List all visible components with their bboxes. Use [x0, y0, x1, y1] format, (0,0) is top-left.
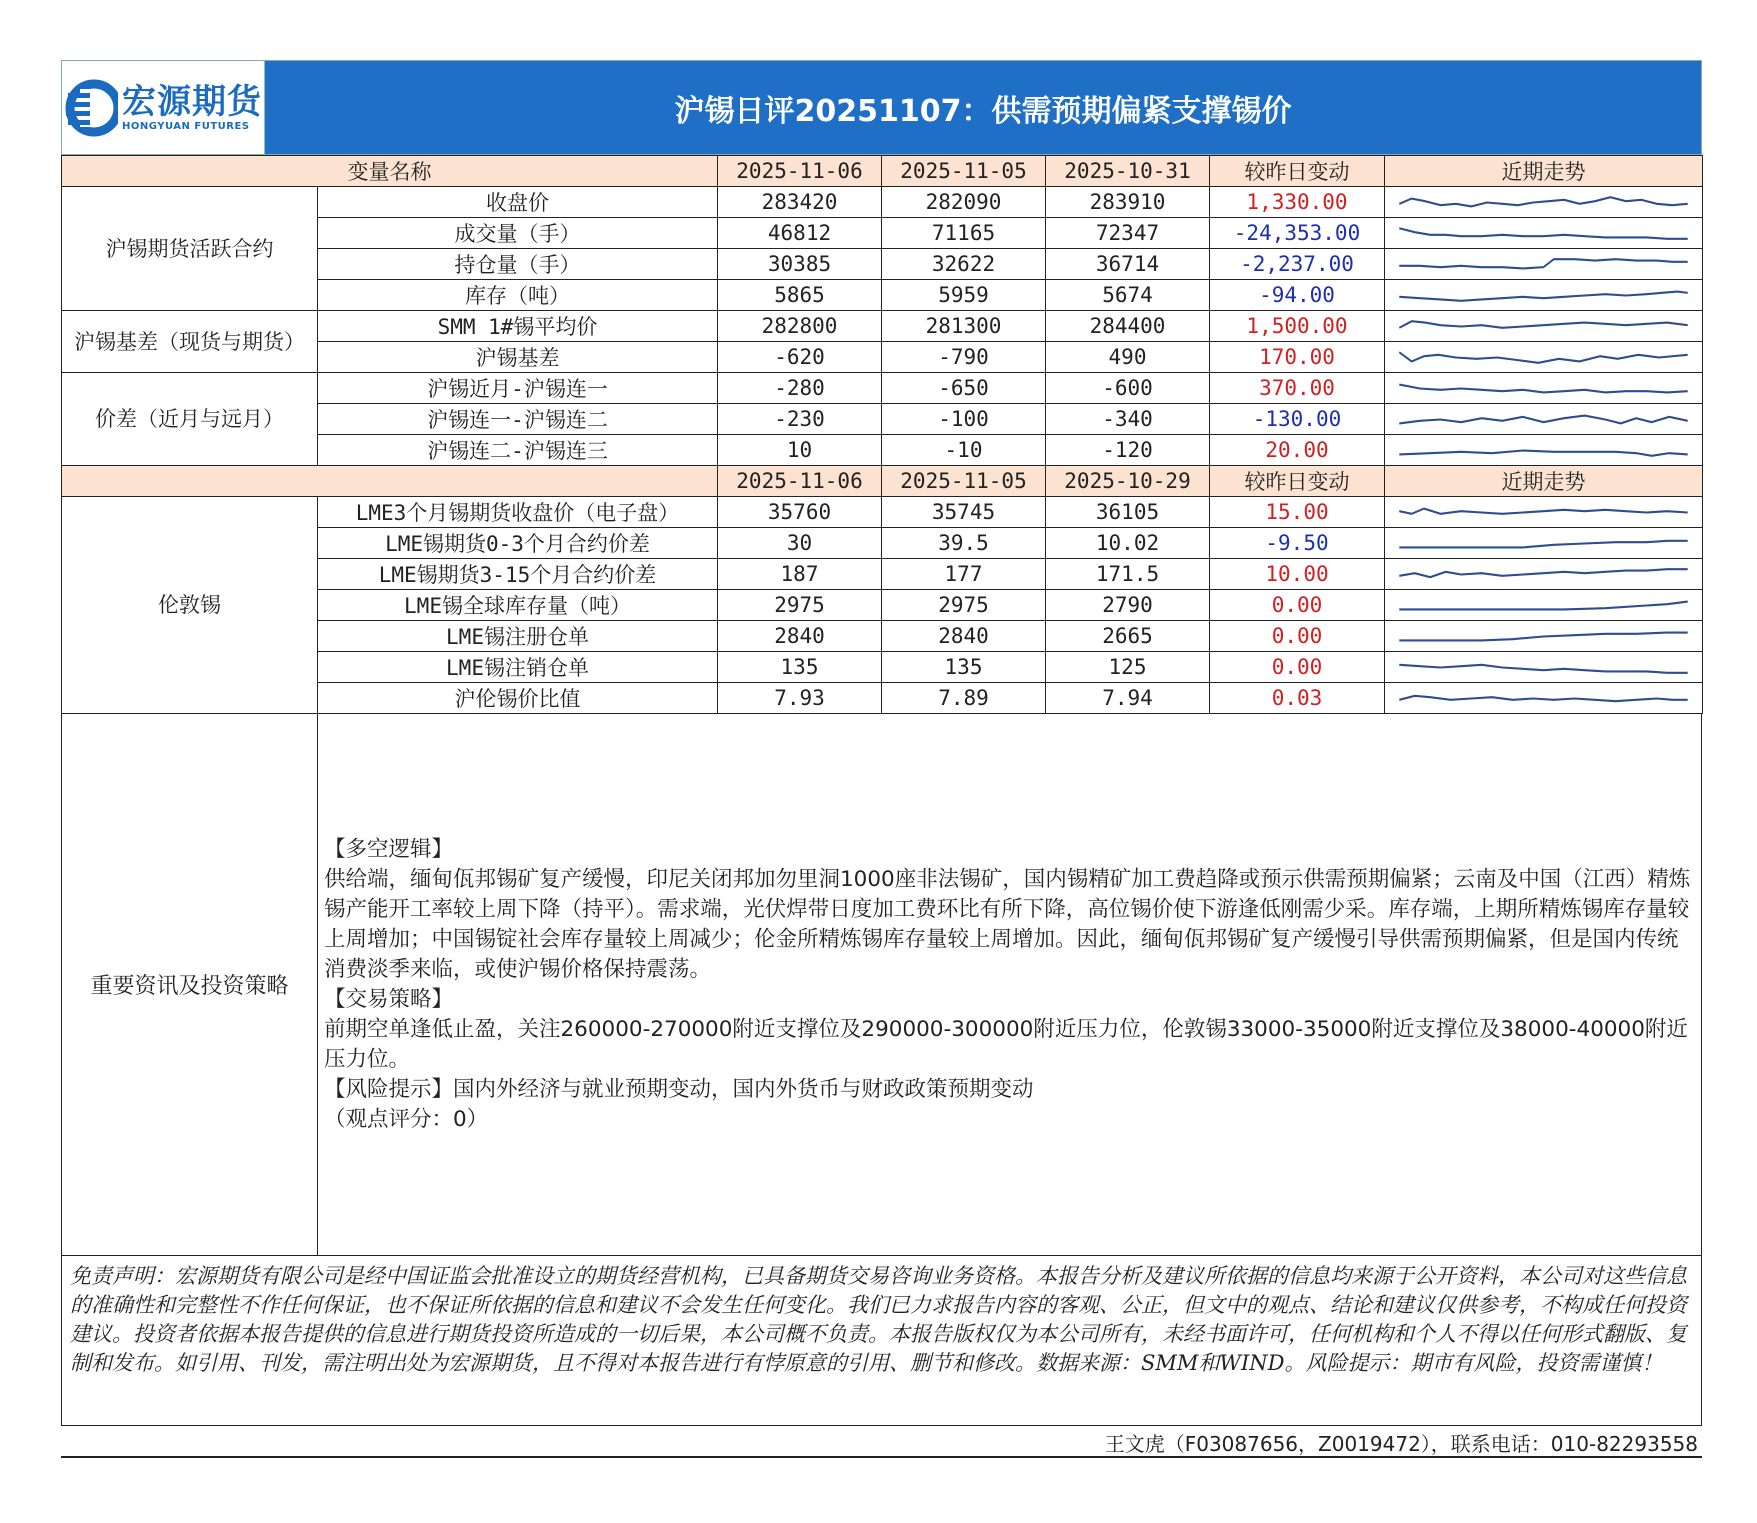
report-header: [61, 60, 1702, 155]
trend-sparkline: [1385, 342, 1703, 373]
value-date-3: 125: [1046, 652, 1210, 683]
sparkline-icon: [1389, 591, 1698, 620]
daily-change: 20.00: [1210, 435, 1385, 466]
daily-change: 170.00: [1210, 342, 1385, 373]
variable-name: 沪锡近月-沪锡连一: [318, 373, 718, 404]
variable-name: 持仓量（手）: [318, 249, 718, 280]
trend-sparkline: [1385, 187, 1703, 218]
sparkline-icon: [1389, 498, 1698, 527]
value-date-2: 32622: [882, 249, 1046, 280]
report-title: 沪锡日评20251107：供需预期偏紧支撑锡价: [265, 61, 1701, 154]
value-date-3: -340: [1046, 404, 1210, 435]
variable-name: LME锡期货0-3个月合约价差: [318, 528, 718, 559]
trend-sparkline: [1385, 497, 1703, 528]
value-date-3: 490: [1046, 342, 1210, 373]
variable-name: 沪伦锡价比值: [318, 683, 718, 714]
value-date-1: 283420: [718, 187, 882, 218]
daily-change: -9.50: [1210, 528, 1385, 559]
header-date-2: 2025-11-05: [882, 466, 1046, 497]
data-table: [61, 155, 1703, 714]
variable-name: LME锡期货3-15个月合约价差: [318, 559, 718, 590]
variable-name: LME3个月锡期货收盘价（电子盘）: [318, 497, 718, 528]
company-logo: [62, 61, 265, 154]
daily-change: 370.00: [1210, 373, 1385, 404]
value-date-1: -280: [718, 373, 882, 404]
value-date-2: 35745: [882, 497, 1046, 528]
value-date-1: 35760: [718, 497, 882, 528]
sparkline-icon: [1389, 684, 1698, 713]
value-date-1: -230: [718, 404, 882, 435]
value-date-2: 135: [882, 652, 1046, 683]
header-date-1: 2025-11-06: [718, 466, 882, 497]
value-date-1: 30385: [718, 249, 882, 280]
value-date-1: 10: [718, 435, 882, 466]
header-trend: 近期走势: [1385, 466, 1703, 497]
sparkline-icon: [1389, 188, 1698, 217]
logo-english-name: HONGYUAN FUTURES: [122, 121, 250, 132]
trend-sparkline: [1385, 373, 1703, 404]
value-date-2: 2840: [882, 621, 1046, 652]
value-date-1: 30: [718, 528, 882, 559]
value-date-2: 71165: [882, 218, 1046, 249]
header-date-2: 2025-11-05: [882, 156, 1046, 187]
table-row: [62, 373, 1703, 404]
variable-name: 沪锡连一-沪锡连二: [318, 404, 718, 435]
section2-header-row: [62, 466, 1703, 497]
trend-sparkline: [1385, 280, 1703, 311]
variable-name: 收盘价: [318, 187, 718, 218]
header-trend: 近期走势: [1385, 156, 1703, 187]
section1-header-row: [62, 156, 1703, 187]
value-date-1: 2840: [718, 621, 882, 652]
table-row: [62, 311, 1703, 342]
daily-change: 0.03: [1210, 683, 1385, 714]
value-date-3: 5674: [1046, 280, 1210, 311]
value-date-2: -10: [882, 435, 1046, 466]
trend-sparkline: [1385, 218, 1703, 249]
daily-change: -94.00: [1210, 280, 1385, 311]
value-date-2: 282090: [882, 187, 1046, 218]
value-date-2: 281300: [882, 311, 1046, 342]
value-date-3: 36105: [1046, 497, 1210, 528]
trend-sparkline: [1385, 249, 1703, 280]
value-date-2: 7.89: [882, 683, 1046, 714]
category-label: 沪锡基差（现货与期货）: [62, 311, 318, 373]
value-date-3: 7.94: [1046, 683, 1210, 714]
analysis-paragraph: 【交易策略】: [324, 986, 454, 1012]
header-variable-name: [62, 466, 718, 497]
trend-sparkline: [1385, 621, 1703, 652]
variable-name: LME锡注销仓单: [318, 652, 718, 683]
analysis-section: [61, 714, 1702, 1256]
header-date-1: 2025-11-06: [718, 156, 882, 187]
variable-name: 沪锡连二-沪锡连三: [318, 435, 718, 466]
header-change: 较昨日变动: [1210, 156, 1385, 187]
daily-change: 1,330.00: [1210, 187, 1385, 218]
value-date-3: 284400: [1046, 311, 1210, 342]
value-date-1: -620: [718, 342, 882, 373]
daily-change: -24,353.00: [1210, 218, 1385, 249]
value-date-1: 187: [718, 559, 882, 590]
sparkline-icon: [1389, 281, 1698, 310]
trend-sparkline: [1385, 590, 1703, 621]
daily-change: 15.00: [1210, 497, 1385, 528]
report-sheet: [61, 60, 1702, 1458]
table-row: [62, 497, 1703, 528]
header-date-3: 2025-10-29: [1046, 466, 1210, 497]
trend-sparkline: [1385, 559, 1703, 590]
sparkline-icon: [1389, 374, 1698, 403]
category-label: 沪锡期货活跃合约: [62, 187, 318, 311]
analysis-paragraph: 【多空逻辑】: [324, 836, 454, 862]
hongyuan-logo-icon: [64, 69, 118, 147]
value-date-3: 72347: [1046, 218, 1210, 249]
variable-name: 库存（吨）: [318, 280, 718, 311]
analysis-label: 重要资讯及投资策略: [62, 714, 318, 1255]
variable-name: LME锡全球库存量（吨）: [318, 590, 718, 621]
header-variable-name: 变量名称: [62, 156, 718, 187]
sparkline-icon: [1389, 436, 1698, 465]
trend-sparkline: [1385, 404, 1703, 435]
sparkline-icon: [1389, 405, 1698, 434]
value-date-2: -790: [882, 342, 1046, 373]
sparkline-icon: [1389, 529, 1698, 558]
analyst-contact: 王文虎（F03087656，Z0019472），联系电话：010-82293558: [61, 1426, 1702, 1458]
value-date-3: 2790: [1046, 590, 1210, 621]
sparkline-icon: [1389, 560, 1698, 589]
sparkline-icon: [1389, 312, 1698, 341]
daily-change: 0.00: [1210, 652, 1385, 683]
value-date-2: 2975: [882, 590, 1046, 621]
header-change: 较昨日变动: [1210, 466, 1385, 497]
category-label: 价差（近月与远月）: [62, 373, 318, 466]
trend-sparkline: [1385, 683, 1703, 714]
value-date-1: 46812: [718, 218, 882, 249]
trend-sparkline: [1385, 435, 1703, 466]
sparkline-icon: [1389, 653, 1698, 682]
daily-change: 0.00: [1210, 621, 1385, 652]
daily-change: 0.00: [1210, 590, 1385, 621]
value-date-2: -650: [882, 373, 1046, 404]
value-date-1: 7.93: [718, 683, 882, 714]
daily-change: -2,237.00: [1210, 249, 1385, 280]
variable-name: 成交量（手）: [318, 218, 718, 249]
value-date-2: -100: [882, 404, 1046, 435]
value-date-3: 2665: [1046, 621, 1210, 652]
value-date-3: 10.02: [1046, 528, 1210, 559]
analysis-paragraph: （观点评分：0）: [324, 1106, 489, 1132]
analysis-paragraph: 前期空单逢低止盈，关注260000-270000附近支撑位及290000-300000附近压力位，伦敦锡33000-35000附近支撑位及38000-40000附近压力位。: [324, 1016, 1688, 1072]
sparkline-icon: [1389, 250, 1698, 279]
analysis-paragraph: 【风险提示】国内外经济与就业预期变动，国内外货币与财政政策预期变动: [324, 1076, 1034, 1102]
sparkline-icon: [1389, 219, 1698, 248]
value-date-2: 39.5: [882, 528, 1046, 559]
value-date-1: 282800: [718, 311, 882, 342]
variable-name: LME锡注册仓单: [318, 621, 718, 652]
value-date-1: 135: [718, 652, 882, 683]
table-row: [62, 187, 1703, 218]
value-date-2: 177: [882, 559, 1046, 590]
disclaimer: 免责声明：宏源期货有限公司是经中国证监会批准设立的期货经营机构，已具备期货交易咨询业务资格。本报告分析及建议所依据的信息均来源于公开资料，本公司对这些信息的准确性和完整性不作任何保证，也不保证所依据的信息和建议不会发生任何变化。我们已力求报告内容的客观、公正，但文中的观点、结论和建议仅供参考，不构成任何投资建议。投资者依据本报告提供的信息进行期货投资所造成的一切后果，本公司概不负责。本报告版权仅为本公司所有，未经书面许可，任何机构和个人不得以任何形式翻版、复制和发布。如引用、刊发，需注明出处为宏源期货，且不得对本报告进行有悖原意的引用、删节和修改。数据来源：SMM和WIND。风险提示：期市有风险，投资需谨慎！: [61, 1256, 1702, 1426]
analysis-paragraph: 供给端，缅甸佤邦锡矿复产缓慢，印尼关闭邦加勿里洞1000座非法锡矿，国内锡精矿加工费趋降或预示供需预期偏紧；云南及中国（江西）精炼锡产能开工率较上周下降（持平）。需求端，光伏焊带日度加工费环比有所下降，高位锡价使下游逢低刚需少采。库存端，上期所精炼锡库存量较上周增加；中国锡锭社会库存量较上周减少；伦金所精炼锡库存量较上周增加。因此，缅甸佤邦锡矿复产缓慢引导供需预期偏紧，但是国内传统消费淡季来临，或使沪锡价格保持震荡。: [324, 866, 1691, 982]
sparkline-icon: [1389, 343, 1698, 372]
analysis-body: [318, 714, 1701, 1255]
value-date-3: 171.5: [1046, 559, 1210, 590]
trend-sparkline: [1385, 311, 1703, 342]
daily-change: 10.00: [1210, 559, 1385, 590]
daily-change: 1,500.00: [1210, 311, 1385, 342]
trend-sparkline: [1385, 528, 1703, 559]
sparkline-icon: [1389, 622, 1698, 651]
value-date-3: -600: [1046, 373, 1210, 404]
value-date-3: -120: [1046, 435, 1210, 466]
daily-change: -130.00: [1210, 404, 1385, 435]
category-label: 伦敦锡: [62, 497, 318, 714]
variable-name: 沪锡基差: [318, 342, 718, 373]
value-date-2: 5959: [882, 280, 1046, 311]
value-date-3: 283910: [1046, 187, 1210, 218]
variable-name: SMM 1#锡平均价: [318, 311, 718, 342]
logo-chinese-name: 宏源期货: [122, 82, 262, 122]
value-date-1: 2975: [718, 590, 882, 621]
value-date-3: 36714: [1046, 249, 1210, 280]
trend-sparkline: [1385, 652, 1703, 683]
value-date-1: 5865: [718, 280, 882, 311]
header-date-3: 2025-10-31: [1046, 156, 1210, 187]
